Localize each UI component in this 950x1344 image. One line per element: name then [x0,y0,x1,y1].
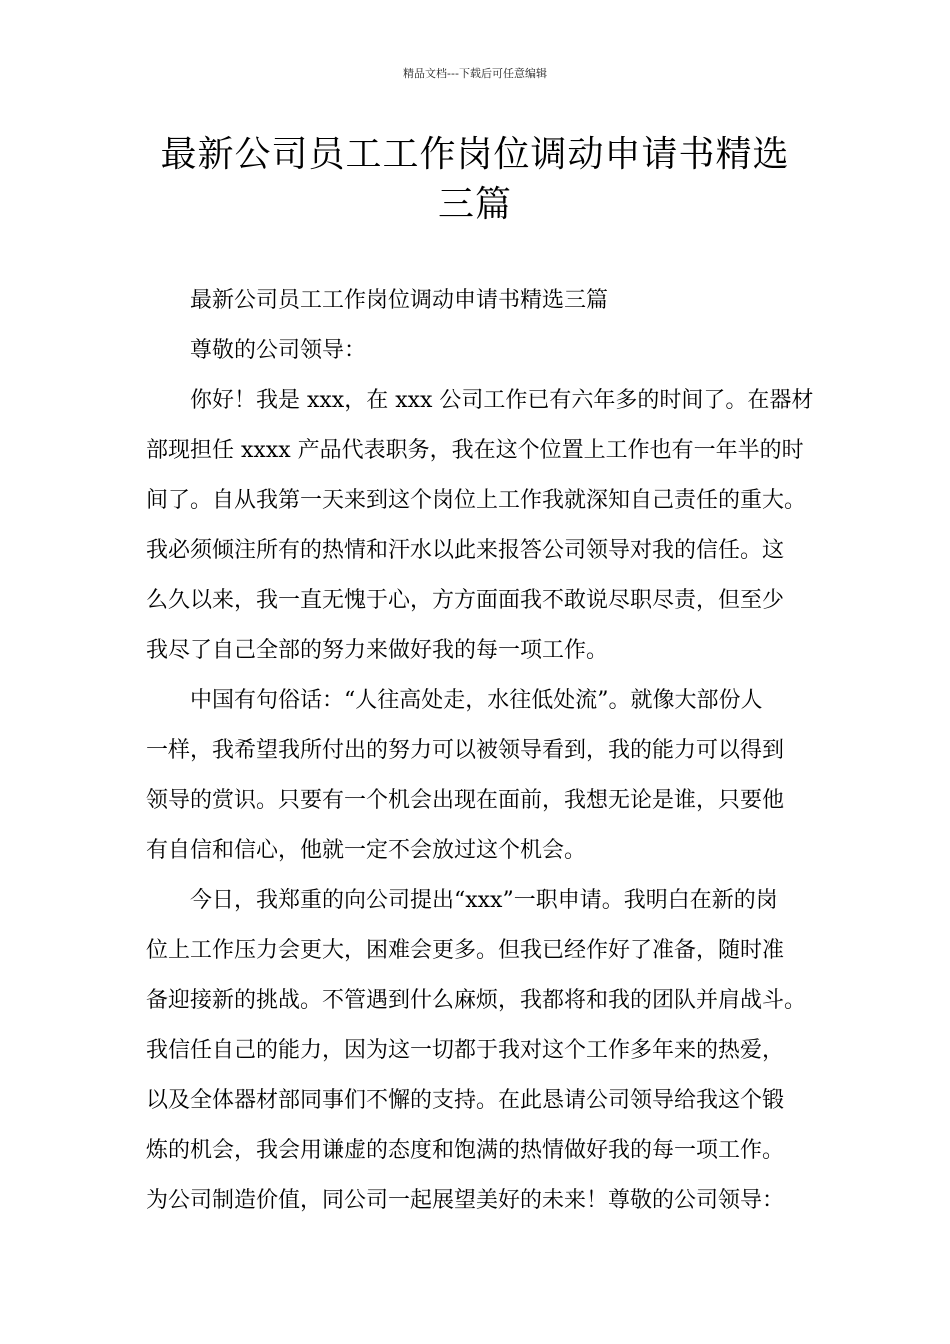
paragraph-line: 有自信和信心，他就一定不会放过这个机会。 [146,838,587,863]
paragraph-line: 领导的赏识。只要有一个机会出现在面前，我想无论是谁，只要他 [146,788,785,813]
title-line-2: 三篇 [437,184,512,225]
paragraph-line: 我尽了自己全部的努力来做好我的每一项工作。 [146,638,609,663]
paragraph-line: 今日，我郑重的向公司提出“xxx”一职申请。我明白在新的岗 [190,888,778,913]
document-title [120,130,830,230]
paragraph-line: 以及全体器材部同事们不懈的支持。在此恳请公司领导给我这个锻 [146,1088,785,1113]
paragraph-line: 备迎接新的挑战。不管遇到什么麻烦，我都将和我的团队并肩战斗。 [146,988,807,1013]
paragraph-line: 部现担任 xxxx 产品代表职务，我在这个位置上工作也有一年半的时 [146,438,804,463]
paragraph-line: 炼的机会，我会用谦虚的态度和饱满的热情做好我的每一项工作。 [146,1138,785,1163]
paragraph-line: 我信任自己的能力，因为这一切都于我对这个工作多年来的热爱， [146,1038,785,1063]
page-header-watermark: 精品文档---下载后可任意编辑 [403,67,547,80]
paragraph-line: 一样，我希望我所付出的努力可以被领导看到，我的能力可以得到 [146,738,785,763]
paragraph-line: 中国有句俗话：“人往高处走，水往低处流”。就像大部份人 [190,688,763,713]
paragraph-line: 么久以来，我一直无愧于心，方方面面我不敢说尽职尽责，但至少 [146,588,785,613]
title-line-1: 最新公司员工工作岗位调动申请书精选 [160,134,790,175]
paragraph-1 [146,376,822,676]
document-subtitle: 最新公司员工工作岗位调动申请书精选三篇 [190,288,609,313]
document-body [146,276,822,1226]
salutation: 尊敬的公司领导： [190,338,367,363]
paragraph-line: 为公司制造价值，同公司一起展望美好的未来！尊敬的公司领导： [146,1188,785,1213]
paragraph-line: 我必须倾注所有的热情和汗水以此来报答公司领导对我的信任。这 [146,538,785,563]
paragraph-line: 你好！我是 xxx，在 xxx 公司工作已有六年多的时间了。在器材 [190,388,814,413]
paragraph-2 [146,676,822,876]
paragraph-line: 间了。自从我第一天来到这个岗位上工作我就深知自己责任的重大。 [146,488,807,513]
paragraph-3 [146,876,822,1226]
paragraph-line: 位上工作压力会更大，困难会更多。但我已经作好了准备，随时准 [146,938,785,963]
